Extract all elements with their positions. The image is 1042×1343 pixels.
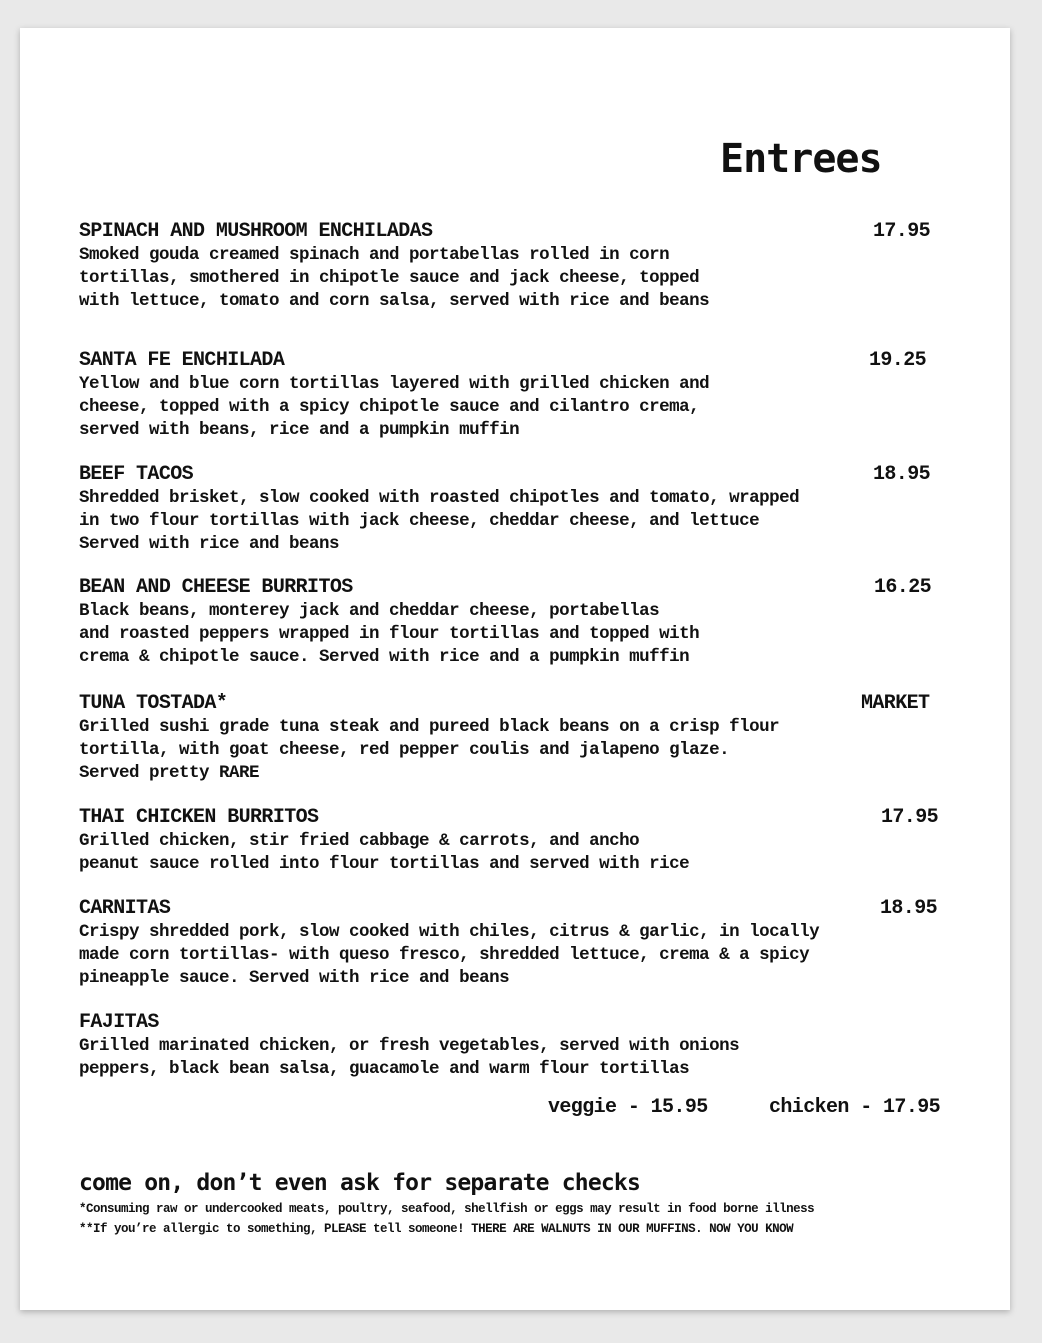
menu-item (79, 576, 979, 669)
menu-item (79, 692, 979, 785)
menu-title: Entrees (720, 136, 882, 182)
menu-item-description: Grilled marinated chicken, or fresh vegetables, served with onions peppers, black bean salsa, guacamole and warm flour tortillas (79, 1036, 740, 1079)
menu-item (79, 806, 979, 876)
menu-item-name: BEEF TACOS (79, 463, 194, 486)
menu-item-name: SPINACH AND MUSHROOM ENCHILADAS (79, 220, 433, 243)
menu-item-price: 18.95 (880, 897, 938, 920)
menu-item-description: Grilled sushi grade tuna steak and pureed black beans on a crisp flour tortilla, with goat cheese, red pepper coulis and jalapeno glaze. Served pretty RARE (79, 717, 780, 783)
raw-food-footnote: *Consuming raw or undercooked meats, poultry, seafood, shellfish or eggs may result in food borne illness (79, 1202, 815, 1216)
allergy-footnote: **If you’re allergic to something, PLEASE tell someone! THERE ARE WALNUTS IN OUR MUFFINS. NOW YOU KNOW (79, 1222, 794, 1236)
menu-item-description: Yellow and blue corn tortillas layered with grilled chicken and cheese, topped with a spicy chipotle sauce and cilantro crema, served with beans, rice and a pumpkin muffin (79, 374, 710, 440)
menu-item-price: 17.95 (873, 220, 931, 243)
menu-item-description: Shredded brisket, slow cooked with roasted chipotles and tomato, wrapped in two flour tortillas with jack cheese, cheddar cheese, and lettuce Served with rice and beans (79, 488, 800, 554)
menu-item-price: 17.95 (881, 806, 939, 829)
menu-item-price: MARKET (861, 692, 930, 715)
menu-page (20, 28, 1010, 1310)
menu-item-name: SANTA FE ENCHILADA (79, 349, 285, 372)
menu-item-name: THAI CHICKEN BURRITOS (79, 806, 319, 829)
menu-item-description: Grilled chicken, stir fried cabbage & carrots, and ancho peanut sauce rolled into flour tortillas and served with rice (79, 831, 690, 874)
menu-item-description: Crispy shredded pork, slow cooked with chiles, citrus & garlic, in locally made corn tortillas- with queso fresco, shredded lettuce, crema & a spicy pineapple sauce. Served with rice and beans (79, 922, 820, 988)
menu-item (79, 463, 979, 556)
menu-tagline: come on, don’t even ask for separate checks (79, 1170, 641, 1196)
menu-item (79, 1011, 979, 1081)
menu-item-name: TUNA TOSTADA* (79, 692, 228, 715)
menu-item-name: CARNITAS (79, 897, 171, 920)
menu-item (79, 220, 979, 313)
menu-item-name: BEAN AND CHEESE BURRITOS (79, 576, 353, 599)
fajita-chicken-price: chicken - 17.95 (769, 1096, 941, 1119)
menu-item-price: 16.25 (874, 576, 932, 599)
menu-item (79, 897, 979, 990)
fajita-veggie-price: veggie - 15.95 (548, 1096, 708, 1119)
menu-item-name: FAJITAS (79, 1011, 159, 1034)
menu-item-description: Black beans, monterey jack and cheddar cheese, portabellas and roasted peppers wrapped in flour tortillas and topped with crema & chipotle sauce. Served with rice and a pumpkin muffin (79, 601, 700, 667)
menu-item-price: 19.25 (869, 349, 927, 372)
menu-item-price: 18.95 (873, 463, 931, 486)
menu-item (79, 349, 979, 442)
menu-item-description: Smoked gouda creamed spinach and portabellas rolled in corn tortillas, smothered in chipotle sauce and jack cheese, topped with lettuce, tomato and corn salsa, served with rice and beans (79, 245, 710, 311)
